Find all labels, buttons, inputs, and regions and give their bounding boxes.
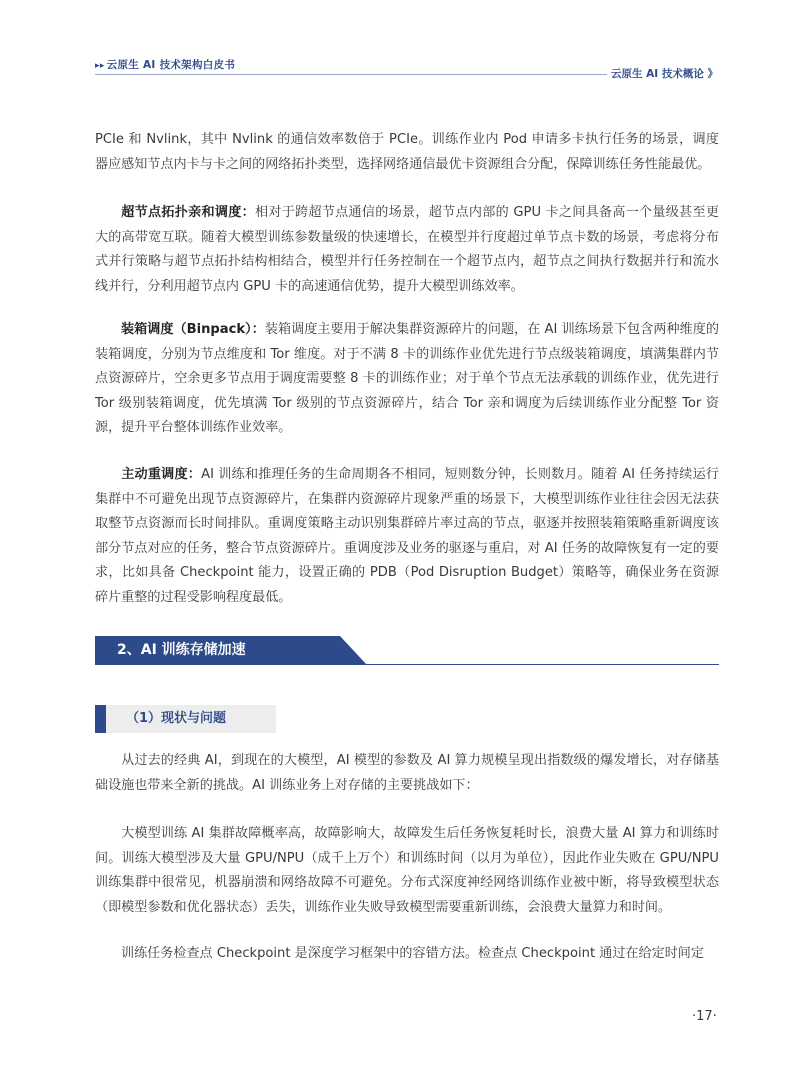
paragraph-cluster-failure bbox=[95, 822, 719, 920]
paragraph-pcie-nvlink: PCIe 和 Nvlink，其中 Nvlink 的通信效率数倍于 PCIe。训练作业内 Pod 申请多卡执行任务的场景，调度器应感知节点内卡与卡之间的网络拓扑类型，选择网络通信最优卡资源组合分配，保障训练任务性能最优。 bbox=[95, 132, 719, 172]
page-number: ·17· bbox=[692, 1009, 717, 1024]
paragraph-binpack bbox=[95, 318, 719, 441]
paragraph-body: AI 训练和推理任务的生命周期各不相同，短则数分钟，长则数月。随着 AI 任务持续运行集群中不可避免出现节点资源碎片，在集群内资源碎片现象严重的场景下，大模型训练作业往往会因无法获取整节点资源而长时间排队。重调度策略主动识别集群碎片率过高的节点，驱逐并按照装箱策略重新调度该部分节点对应的任务，整合节点资源碎片。重调度涉及业务的驱逐与重启，对 AI 任务的故障恢复有一定的要求，比如具备 Checkpoint 能力，设置正确的 PDB（Pod Disruption Budget）策略等，确保业务在资源碎片重整的过程受影响程度最低。 bbox=[95, 467, 719, 605]
section-heading bbox=[95, 636, 719, 665]
paragraph-checkpoint bbox=[95, 942, 719, 967]
paragraph-storage-challenges-intro bbox=[95, 749, 719, 798]
header-rule bbox=[95, 74, 607, 75]
paragraph-body: 大模型训练 AI 集群故障概率高，故障影响大，故障发生后任务恢复耗时长，浪费大量 AI 算力和训练时间。训练大模型涉及大量 GPU/NPU（成千上万个）和训练时间（以月为单位），因此作业失败在 GPU/NPU 训练集群中很常见，机器崩溃和网络故障不可避免。分布式深度神经网络训练作业被中断，将导致模型状态（即模型参数和优化器状态）丢失，训练作业失败导致模型需要重新训练，会浪费大量算力和时间。 bbox=[95, 826, 719, 915]
running-header-right: 云原生 AI 技术概论 》 bbox=[611, 68, 718, 80]
paragraph-body: 训练任务检查点 Checkpoint 是深度学习框架中的容错方法。检查点 Checkpoint 通过在给定时间定 bbox=[121, 946, 704, 961]
subsection-marker bbox=[95, 705, 106, 733]
whitepaper-title: 云原生 AI 技术架构白皮书 bbox=[106, 59, 236, 71]
paragraph-body: 装箱调度主要用于解决集群资源碎片的问题，在 AI 训练场景下包含两种维度的装箱调度，分别为节点维度和 Tor 维度。对于不满 8 卡的训练作业优先进行节点级装箱调度，填满集群内节点资源碎片，空余更多节点用于调度需要整 8 卡的训练作业；对于单个节点无法承载的训练作业，优先进行 Tor 级别装箱调度，优先填满 Tor 级别的节点资源碎片，结合 Tor 亲和调度为后续训练作业分配整 Tor 资源，提升平台整体训练作业效率。 bbox=[95, 322, 719, 435]
subsection-heading bbox=[95, 705, 276, 733]
section-title: 2、AI 训练存储加速 bbox=[117, 642, 246, 658]
paragraph-body: 从过去的经典 AI，到现在的大模型，AI 模型的参数及 AI 算力规模呈现出指数级的爆发增长，对存储基础设施也带来全新的挑战。AI 训练业务上对存储的主要挑战如下： bbox=[95, 753, 719, 793]
section-rule bbox=[95, 664, 719, 665]
paragraph-rescheduling bbox=[95, 463, 719, 610]
paragraph-lead: 装箱调度（Binpack）： bbox=[121, 322, 265, 337]
paragraph-supernode-affinity bbox=[95, 201, 719, 299]
subsection-title: （1）现状与问题 bbox=[126, 711, 227, 726]
paragraph-body: 相对于跨超节点通信的场景，超节点内部的 GPU 卡之间具备高一个量级甚至更大的高带宽互联。随着大模型训练参数量级的快速增长，在模型并行度超过单节点卡数的场景，考虑将分布式并行策略与超节点拓扑结构相结合，模型并行任务控制在一个超节点内，超节点之间执行数据并行和流水线并行，分利用超节点内 GPU 卡的高速通信优势，提升大模型训练效率。 bbox=[95, 205, 719, 294]
paragraph-lead: 主动重调度： bbox=[121, 467, 202, 482]
running-header-left bbox=[95, 57, 235, 72]
double-arrow-icon: ▸▸ bbox=[95, 61, 105, 71]
paragraph-lead: 超节点拓扑亲和调度： bbox=[121, 205, 255, 220]
